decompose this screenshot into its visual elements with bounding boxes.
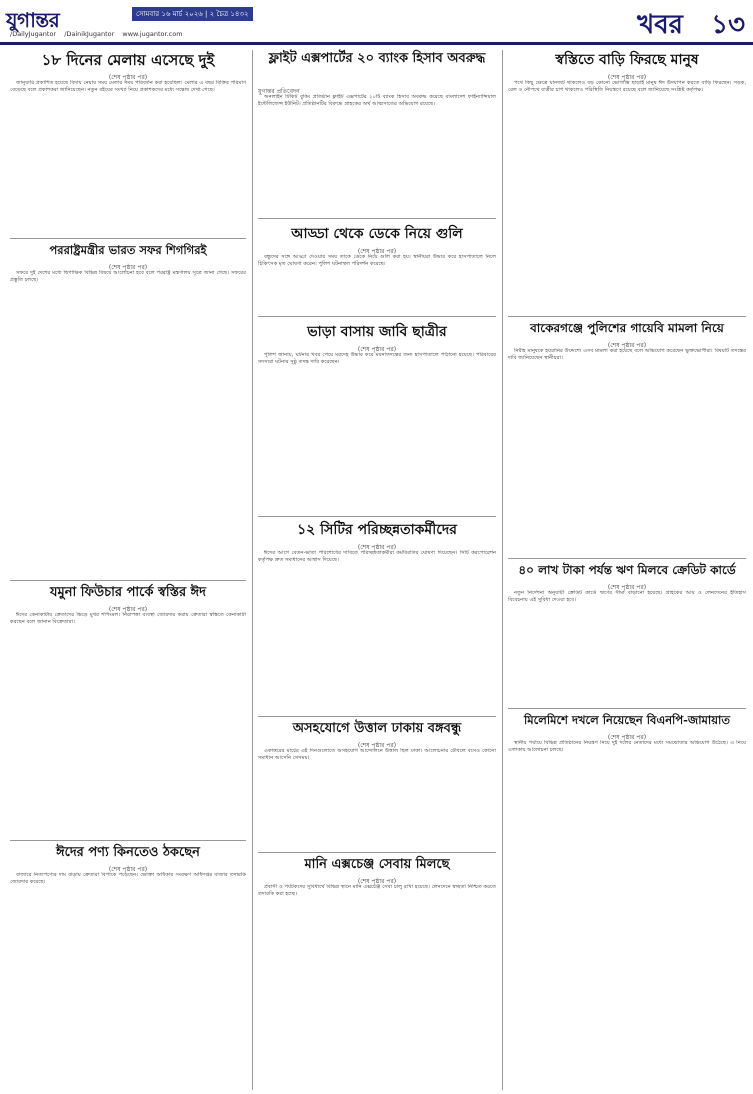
article-bangabandhu: একাত্তরের মার্চের এই দিনগুলোতে অসহযোগ আন্দোলনে উত্তাল ছিল ঢাকা। আলোচনার টেবিলে বসেও কোনো সমাধান আসেনি সেসময়। — [258, 748, 496, 762]
page-number: ১৩ — [711, 10, 745, 40]
headline-city: ১২ সিটির পরিচ্ছন্নতাকর্মীদের — [297, 522, 457, 538]
subhead-ministry: (শেষ পৃষ্ঠার পর) — [108, 264, 148, 271]
subhead-adda: (শেষ পৃষ্ঠার পর) — [357, 248, 397, 255]
social-links — [10, 30, 189, 38]
subhead-bangabandhu: (শেষ পৃষ্ঠার পর) — [357, 742, 397, 749]
issue-date: সোমবার ১৬ মার্চ ২০২৬ | ২ চৈত্র ১৪৩২ — [132, 7, 253, 21]
article-fair: জানুয়ারি প্রকাশিত হয়েছে বিদায় নেয়ার সময় মেলার সময় পরিবর্তন করা হয়েছিল। মেলার এ বছর বিক্রির পরিমাণ বেড়েছে বলে প্রকাশকরা জানিয়েছেন। নতুন বইয়ের সংখ্যা নিয়ে প্রকাশকদের মধ্যে সন্তোষ দেখা গেছে। — [10, 80, 246, 94]
masthead — [0, 0, 753, 46]
subhead-relief: (শেষ পৃষ্ঠার পর) — [607, 74, 647, 81]
subhead-rent: (শেষ পৃষ্ঠার পর) — [357, 346, 397, 353]
headline-relief: স্বস্তিতে বাড়ি ফিরছে মানুষ — [555, 52, 699, 68]
website-link[interactable]: www.jugantor.com — [122, 30, 183, 38]
headline-money: মানি এক্সচেঞ্জ সেবায় মিলছে — [304, 857, 450, 872]
subhead-flight: যুগান্তর প্রতিবেদন — [258, 88, 300, 95]
divider — [258, 852, 496, 853]
article-flight: অনলাইন টিকিট বুকিং প্রতিষ্ঠান ফ্লাইট এক্সপার্টের ২০টি ব্যাংক হিসাব অবরুদ্ধ করেছে বাংলাদেশ ফাইন্যান্সিয়াল ইন্টেলিজেন্স ইউনিট। প্রতিষ্ঠানটির বিরুদ্ধে গ্রাহকের অর্থ আত্মসাতের অভিযোগ রয়েছে। — [258, 94, 496, 108]
headline-ministry: পররাষ্ট্রমন্ত্রীর ভারত সফর শিগগিরই — [49, 243, 207, 257]
article-bnp: স্থানীয় পর্যায়ে বিভিন্ন প্রতিষ্ঠানের নিয়ন্ত্রণ নিয়ে দুই দলের নেতাদের মধ্যে সমঝোতার অভিযোগ উঠেছে। এ নিয়ে এলাকায় আলোচনা চলছে। — [508, 740, 746, 754]
article-bakerganj: নিরীহ মানুষকে হয়রানির উদ্দেশ্যে এসব মামলা করা হয়েছে বলে অভিযোগ করেছেন ভুক্তভোগীরা। বিষয়টি তদন্তের দাবি জানিয়েছেন স্থানীয়রা। — [508, 348, 746, 362]
divider — [508, 708, 746, 709]
subhead-bakerganj: (শেষ পৃষ্ঠার পর) — [607, 342, 647, 349]
article-rent: পুলিশ জানায়, ঘটনার খবর পেয়ে মরদেহ উদ্ধার করে ময়নাতদন্তের জন্য হাসপাতালে পাঠানো হয়েছে। পরিবারের সদস্যরা ঘটনার সুষ্ঠু তদন্ত দাবি করেছেন। — [258, 352, 496, 366]
headline-bangabandhu: অসহযোগে উত্তাল ঢাকায় বঙ্গবন্ধু — [292, 721, 462, 736]
article-ministry: সফরে দুই দেশের মধ্যে দ্বিপাক্ষিক বিভিন্ন বিষয়ে আলোচনা হবে বলে পররাষ্ট্র মন্ত্রণালয় সূত্রে জানা গেছে। সফরের প্রস্তুতি চলছে। — [10, 270, 246, 284]
article-jamuna: ঈদের কেনাকাটায় ক্রেতাদের ভিড়ে মুখর শপিংমল। নিরাপত্তা ব্যবস্থা জোরদার করায় ক্রেতারা স্বস্তিতে কেনাকাটা করছেন বলে জানান বিক্রেতারা। — [10, 612, 246, 626]
article-credit: নতুন নির্দেশনা অনুযায়ী ক্রেডিট কার্ডে ঋণের সীমা বাড়ানো হয়েছে। গ্রাহকের আয় ও লেনদেনের ইতিহাস বিবেচনায় এই সুবিধা দেওয়া হবে। — [508, 590, 746, 604]
section-title: খবর — [637, 10, 683, 40]
subhead-jamuna: (শেষ পৃষ্ঠার পর) — [108, 606, 148, 613]
divider — [10, 580, 246, 581]
divider — [508, 558, 746, 559]
subhead-money: (শেষ পৃষ্ঠার পর) — [357, 878, 397, 885]
subhead-bnp: (শেষ পৃষ্ঠার পর) — [607, 734, 647, 741]
headline-flight: ফ্লাইট এক্সপার্টের ২০ ব্যাংক হিসাব অবরুদ্ধ — [268, 51, 486, 66]
headline-credit: ৪০ লাখ টাকা পর্যন্ত ঋণ মিলবে ক্রেডিট কার্ডে — [518, 563, 736, 577]
divider — [508, 316, 746, 317]
facebook-link[interactable]: /DailyJugantor — [10, 30, 57, 38]
headline-bakerganj: বাকেরগঞ্জে পুলিশের গায়েবি মামলা নিয়ে — [530, 321, 724, 335]
divider — [10, 238, 246, 239]
divider — [258, 218, 496, 219]
divider — [258, 716, 496, 717]
headline-bnp: মিলেমিশে দখলে নিয়েছেন বিএনপি-জামায়াত — [523, 713, 731, 727]
subhead-fair: (শেষ পৃষ্ঠার পর) — [108, 74, 148, 81]
headline-jamuna: যমুনা ফিউচার পার্কে স্বস্তির ঈদ — [50, 585, 206, 600]
headline-adda: আড্ডা থেকে ডেকে নিয়ে গুলি — [291, 226, 463, 242]
subhead-eid-goods: (শেষ পৃষ্ঠার পর) — [108, 866, 148, 873]
youtube-link[interactable]: /DainikJugantor — [64, 30, 115, 38]
article-eid-goods: বাজারে নিত্যপণ্যের দাম বাড়ায় ক্রেতারা বিপাকে পড়েছেন। ভোক্তা অধিকার সংরক্ষণ অধিদপ্তর বাজার তদারকি জোরদার করেছে। — [10, 872, 246, 886]
article-relief: পথে কিছু ক্ষেত্রে যানজট থাকলেও বড় কোনো ভোগান্তি ছাড়াই মানুষ ঈদ উদযাপন করতে বাড়ি ফিরছেন। সড়ক, রেল ও নৌপথে যাত্রীর চাপ থাকলেও পরিস্থিতি নিয়ন্ত্রণে রয়েছে বলে জানিয়েছে সংশ্লিষ্ট কর্তৃপক্ষ। — [508, 80, 746, 94]
masthead-rule — [0, 42, 753, 45]
article-money: প্রবাসী ও পর্যটকদের সুবিধার্থে বিভিন্ন স্থানে মানি এক্সচেঞ্জ সেবা চালু রাখা হয়েছে। লেনদেনে স্বচ্ছতা নিশ্চিত করতে তদারকি করা হচ্ছে। — [258, 884, 496, 898]
divider — [10, 840, 246, 841]
headline-fair: ১৮ দিনের মেলায় এসেছে দুই — [41, 51, 215, 69]
article-city: ঈদের আগে বেতন-ভাতা পরিশোধের দাবিতে পরিচ্ছন্নতাকর্মীরা কর্মবিরতির ঘোষণা দিয়েছেন। সিটি করপোরেশন কর্তৃপক্ষ দ্রুত সমাধানের আশ্বাস দিয়েছে। — [258, 550, 496, 564]
headline-rent: ভাড়া বাসায় জাবি ছাত্রীর — [307, 324, 447, 340]
column-divider — [502, 50, 503, 1090]
article-adda: বন্ধুদের সঙ্গে আড্ডা দেওয়ার সময় তাকে ডেকে নিয়ে গুলি করা হয়। স্থানীয়রা উদ্ধার করে হাসপাতালে নিলে চিকিৎসক মৃত ঘোষণা করেন। পুলিশ ঘটনাস্থল পরিদর্শন করেছে। — [258, 254, 496, 268]
divider — [258, 516, 496, 517]
divider — [258, 316, 496, 317]
subhead-credit: (শেষ পৃষ্ঠার পর) — [607, 584, 647, 591]
subhead-city: (শেষ পৃষ্ঠার পর) — [357, 544, 397, 551]
headline-eid-goods: ঈদের পণ্য কিনতেও ঠকছেন — [56, 845, 200, 860]
column-divider — [252, 50, 253, 1090]
newspaper-logo: যুগান্তর — [6, 8, 60, 32]
